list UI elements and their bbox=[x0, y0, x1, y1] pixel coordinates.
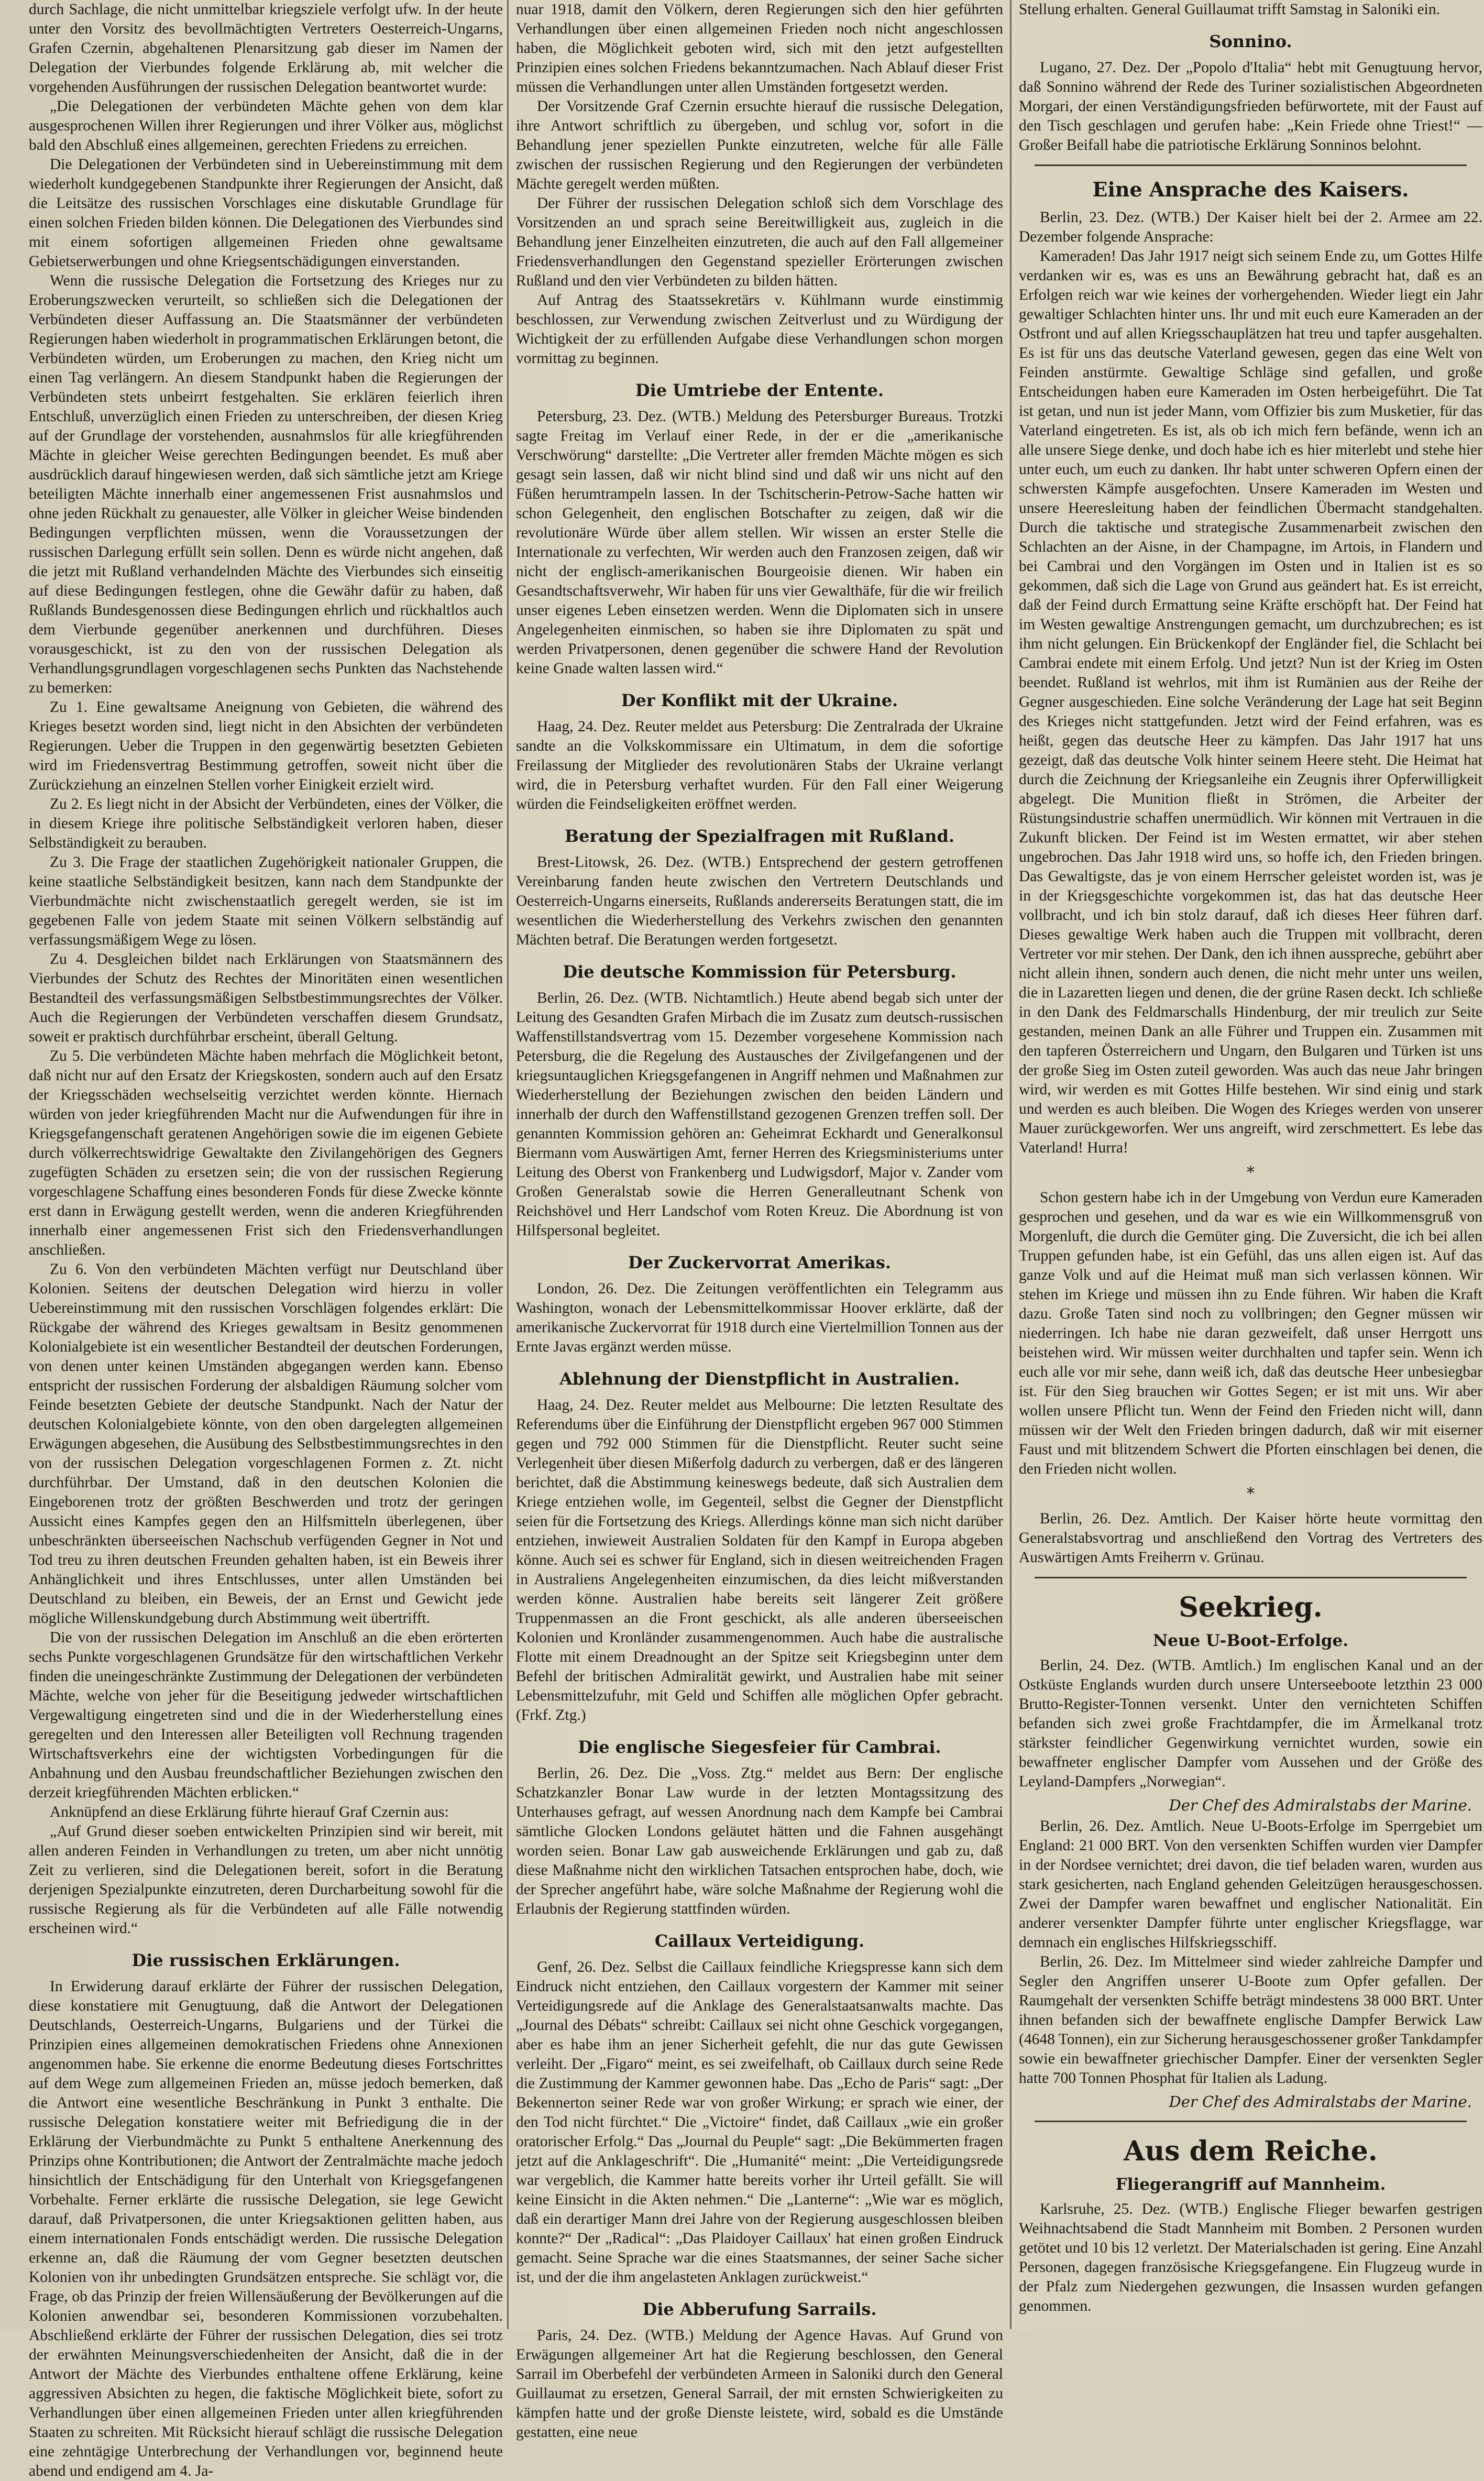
section-headline: Ablehnung der Dienstpflicht in Australien. bbox=[559, 1369, 960, 1389]
section-headline: Der Konflikt mit der Ukraine. bbox=[621, 690, 898, 710]
article-paragraph: Petersburg, 23. Dez. (WTB.) Meldung des Petersburger Bureaus. Trotzki sagte Freitag im Verlauf einer Rede, in der er die „amerikanische Verschwörung“ darstellte: „Die Vertreter aller fremden Mächte mögen es sich gesagt sein lassen, daß wir nicht blind sind und daß wir uns nicht auf den Füßen herumtrampeln lassen. In der Tschitscherin-Petrow-Sache hatten wir schon Gelegenheit, den englischen Botschafter zu zeigen, daß wir die revolutionäre Würde über allem stellen. Wir wissen an erster Stelle die Internationale zu verfechten, Wir werden auch den Franzosen zeigen, daß wir nicht der englisch-amerikanischen Bourgeoisie dienen. Wir haben ein Gesandtschaftsverwehr, Wir haben für uns vier Gewalthäfe, für die wir freilich unser eigenes Leben einsetzen werden. Wenn die Diplomaten sich in unsere Angelegenheiten einmischen, so haben sie ihre Diplomaten zu spät und werden Privatpersonen, denen gegenüber die schwere Hand der Revolution keine Gnade walten lassen wird.“ bbox=[516, 408, 1003, 677]
section-headline: Die Umtriebe der Entente. bbox=[635, 380, 884, 400]
article-paragraph: London, 26. Dez. Die Zeitungen veröffentlichten ein Telegramm aus Washington, wonach der Lebensmittelkommissar Hoover erklärte, daß der amerikanische Zuckervorrat für 1918 durch eine Viertelmillion Tonnen aus der Ernte Javas ergänzt werden müsse. bbox=[516, 1280, 1003, 1355]
section-headline: Caillaux Verteidigung. bbox=[654, 1931, 865, 1951]
article-paragraph: Zu 4. Desgleichen bildet nach Erklärungen von Staatsmännern des Vierbundes der Schutz des Rechtes der Minoritäten einen wesentlichen Bestandteil des verfassungsmäßigen Selbstbestimmungsrechtes der Völker. Auch die Regierungen der Verbündeten verschaffen diesem Grundsatz, soweit er praktisch durchführbar erscheint, überall Geltung. bbox=[29, 951, 503, 1045]
divider-line bbox=[1035, 2121, 1467, 2122]
column-2 bbox=[516, 0, 1003, 2441]
article-paragraph: Berlin, 26. Dez. Im Mittelmeer sind wieder zahlreiche Dampfer und Segler den Angriffen unserer U-Boote zum Opfer gefallen. Der Raumgehalt der versenkten Schiffe beträgt mindestens 38 000 BRT. Unter ihnen befanden sich der bewaffnete englische Dampfer Berwick Law (4648 Tonnen), ein zur Sicherung herausgeschossener großer Tankdampfer sowie ein bewaffneter griechischer Dampfer. Einer der versenkten Segler hatte 700 Tonnen Phosphat für Italien als Ladung. bbox=[1019, 1953, 1482, 2087]
article-paragraph: nuar 1918, damit den Völkern, deren Regierungen sich den hier geführten Verhandlungen über einen allgemeinen Frieden noch nicht angeschlossen haben, die Möglichkeit geboten wird, sich mit den jetzt aufgestellten Prinzipien eines solchen Friedens bekanntzumachen. Nach Ablauf dieser Frist müssen die Verhandlungen unter allen Umständen fortgesetzt werden. bbox=[516, 1, 1003, 95]
article-paragraph: Haag, 24. Dez. Reuter meldet aus Melbourne: Die letzten Resultate des Referendums über die Einführung der Dienstpflicht ergeben 967 000 Stimmen gegen und 792 000 Stimmen für die Dienstpflicht. Reuter sucht seine Verlegenheit über diesen Mißerfolg dadurch zu verbergen, daß er des längeren berichtet, daß die Abstimmung keineswegs bedeute, daß sich Australien dem Kriege entziehen wolle, im Gegenteil, selbst die Gegner der Dienstpflicht seien für die Fortsetzung des Kriegs. Allerdings könne man sich nicht darüber entziehen, inwieweit Australien Soldaten für den Kampf in Europa abgeben könne. Auch sei es schwer für England, sich in diesen weitreichenden Fragen in Australiens Angelegenheiten einzumischen, da dies leicht mißverstanden werden könne. Australien habe bereits seit längerer Zeit größere Truppenmassen an die Front geschickt, als alle anderen überseeischen Kolonien und Kronländer zusammengenommen. Auch habe die australische Flotte mit einem Dreadnought an der Spitze seit Kriegsbeginn unter dem Befehl der britischen Admiralität gewirkt, und Australien habe mit seiner Lebensmittelzufuhr, mit Geld und Schiffen alle möglichen Opfer gebracht. (Frkf. Ztg.) bbox=[516, 1397, 1003, 1723]
article-paragraph: durch Sachlage, die nicht unmittelbar kriegsziele verfolgt ufw. In der heute unter den Vorsitz des bevollmächtigten Vertreters Oesterreich-Ungarns, Grafen Czernin, abgehaltenen Plenarsitzung gab dieser im Namen der Delegation der Vierbundes folgende Erklärung ab, mit welcher die vorgehenden Ausführungen der russischen Delegation beantwortet wurde: bbox=[29, 1, 503, 95]
section-headline: Die englische Siegesfeier für Cambrai. bbox=[578, 1737, 941, 1757]
article-paragraph: Die Delegationen der Verbündeten sind in Uebereinstimmung mit dem wiederholt kundgegebenen Standpunkte ihrer Regierungen der Ansicht, daß die Leitsätze des russischen Vorschlages eine diskutable Grundlage für einen solchen Frieden bilden können. Die Delegationen des Vierbundes sind mit einem sofortigen allgemeinen Frieden ohne gewaltsame Gebietserwerbungen und ohne Kriegsentschädigungen einverstanden. bbox=[29, 156, 503, 270]
article-paragraph: Schon gestern habe ich in der Umgebung von Verdun eure Kameraden gesprochen und gesehen, und da war es wie ein Willkommensgruß von Morgenluft, die durch die Gemüter ging. Die Zuversicht, die ich bei allen Truppen gefunden habe, ist ein Gefühl, das uns allen eigen ist. Auf das ganze Volk und auf die Heimat muß man sich verlassen können. Wir stehen im Kriege und müssen ihn zu Ende führen. Wir haben die Kraft dazu. Große Taten sind noch zu vollbringen; den Gegner müssen wir niederringen. Ich habe nie daran gezweifelt, daß unser Herrgott uns beistehen wird. Wir müssen weiter durchhalten und tapfer sein. Wenn ich euch alle vor mir sehe, dann weiß ich, daß das deutsche Heer unbesiegbar ist. Für den Sieg brauchen wir Gottes Segen; er ist mit uns. Wir aber wollen unsere Pflicht tun. Wenn der Feind den Frieden nicht will, dann müssen wir der Welt den Frieden bringen dadurch, daß wir mit eiserner Faust und mit blitzendem Schwert die Pforten einschlagen bei denen, die den Frieden nicht wollen. bbox=[1019, 1189, 1482, 1477]
article-paragraph: Berlin, 26. Dez. Die „Voss. Ztg.“ meldet aus Bern: Der englische Schatzkanzler Bonar Law wurde in der letzten Montagssitzung des Unterhauses gefragt, auf wessen Anordnung nach dem Kampfe bei Cambrai sämtliche Glocken Londons geläutet hätten und die Fahnen ausgehängt worden seien. Bonar Law gab ausweichende Erklärungen und gab zu, daß diese Maßnahme nicht den wirklichen Tatsachen entsprochen habe, doch, wie der Sprecher angeführt habe, wäre solche Maßnahme der Regierung wohl die Erlaubnis der Regierung stattfinden würden. bbox=[516, 1765, 1003, 1917]
article-paragraph: Brest-Litowsk, 26. Dez. (WTB.) Entsprechend der gestern getroffenen Vereinbarung fanden heute zwischen den Vertretern Deutschlands und Oesterreich-Ungarns einerseits, Rußlands andererseits Beratungen statt, die im wesentlichen die Wiederherstellung des Verkehrs zwischen den genannten Mächten betraf. Die Beratungen werden fortgesetzt. bbox=[516, 854, 1003, 948]
article-paragraph: Karlsruhe, 25. Dez. (WTB.) Englische Flieger bewarfen gestrigen Weihnachtsabend die Stadt Mannheim mit Bomben. 2 Personen wurden getötet und 10 bis 12 verletzt. Der Materialschaden ist gering. Eine Anzahl Personen, dagegen französische Kriegsgefangene. Ein Flugzeug wurde in der Pfalz zum Niedergehen gezwungen, die Insassen wurden gefangen genommen. bbox=[1019, 2201, 1482, 2314]
article-paragraph: „Auf Grund dieser soeben entwickelten Prinzipien sind wir bereit, mit allen anderen Feinden in Verhandlungen zu treten, um aber nicht unnötig Zeit zu verlieren, sind die Delegationen bereit, sofort in die Beratung derjenigen Spezialpunkte einzutreten, deren Durcharbeitung sowohl für die russische Regierung als für die Verbündeten auf alle Fälle notwendig erscheinen wird.“ bbox=[29, 1823, 503, 1937]
section-headline: Der Zuckervorrat Amerikas. bbox=[628, 1253, 892, 1272]
article-paragraph: Berlin, 26. Dez. Amtlich. Neue U-Boots-Erfolge im Sperrgebiet um England: 21 000 BRT. Von den versenkten Schiffen wurden vier Dampfer in der Nordsee vernichtet; drei davon, die tief beladen waren, wurden aus stark gesicherten, nach England gehenden Geleitzügen herausgeschossen. Zwei der Dampfer waren bewaffnet und englischer Nationalität. Ein anderer versenkter Dampfer führte unter englischer Kriegsflagge, war demnach ein englisches Hilfskriegsschiff. bbox=[1019, 1818, 1482, 1951]
signature-line: Der Chef des Admiralstabs der Marine. bbox=[1169, 2093, 1472, 2111]
article-paragraph: Zu 6. Von den verbündeten Mächten verfügt nur Deutschland über Kolonien. Seitens der deutschen Delegation wird hierzu in voller Uebereinstimmung mit den russischen Vorschlägen folgendes erklärt: Die Rückgabe der während des Krieges gewaltsam in Besitz genommenen Kolonialgebiete ist ein wesentlicher Bestandteil der deutschen Forderungen, von denen unter keinen Umständen abgegangen werden kann. Ebenso entspricht der russischen Forderung der alsbaldigen Räumung solcher vom Feinde besetzten Gebiete der deutsche Standpunkt. Nach der Natur der deutschen Kolonialgebiete könnte, von den oben dargelegten allgemeinen Erwägungen abgesehen, die Ausübung des Selbstbestimmungsrechtes in den von der russischen Delegation vorgeschlagenen Formen z. Zt. nicht durchführbar. Der Umstand, daß in den deutschen Kolonien die Eingeborenen trotz der größten Beschwerden und trotz der geringen Aussicht eines Kampfes gegen den an Hilfsmitteln überlegenen, über unbeschränkten überseeischen Nachschub verfügenden Gegner in Not und Tod treu zu ihren deutschen Freunden gehalten haben, ist ein Beweis ihrer Anhänglichkeit und ihres Entschlusses, unter allen Umständen bei Deutschland zu bleiben, ein Beweis, der an Ernst und Gewicht jede mögliche Willenskundgebung durch Abstimmung weit übertrifft. bbox=[29, 1261, 503, 1627]
article-paragraph: Paris, 24. Dez. (WTB.) Meldung der Agence Havas. Auf Grund von Erwägungen allgemeiner Art hat die Regierung beschlossen, den General Sarrail im Oberbefehl der verbündeten Armeen in Saloniki durch den General Guillaumat zu ersetzen, General Sarrail, der mit ernsten Schwierigkeiten zu kämpfen hatte und der große Dienste leistete, wird, sobald es die Umstände gestatten, eine neue bbox=[516, 2327, 1003, 2441]
article-paragraph: Lugano, 27. Dez. Der „Popolo d'Italia“ hebt mit Genugtuung hervor, daß Sonnino während der Rede des Turiner sozialistischen Abgeordneten Morgari, der einen Verständigungsfrieden befürwortete, mit der Faust auf den Tisch geschlagen und gerufen habe: „Kein Friede ohne Triest!“ — Großer Beifall habe die patriotische Erklärung Sonninos belohnt. bbox=[1019, 59, 1482, 153]
section-headline: Aus dem Reiche. bbox=[1124, 2135, 1378, 2167]
article-paragraph: Auf Antrag des Staatssekretärs v. Kühlmann wurde einstimmig beschlossen, zur Verwendung zwischen Zeitverlust und zu Würdigung der Wichtigkeit der zu erfüllenden Aufgabe diese Verhandlungen schon morgen vormittag zu beginnen. bbox=[516, 292, 1003, 367]
article-paragraph: In Erwiderung darauf erklärte der Führer der russischen Delegation, diese konstatiere mit Genugtuung, daß die Antwort der Delegationen Deutschlands, Oesterreich-Ungarns, Bulgariens und der Türkei die Prinzipien eines allgemeinen demokratischen Friedens ohne Annexionen angenommen habe. Sie erkenne die enorme Bedeutung dieses Fortschrittes auf dem Wege zum allgemeinen Frieden an, müsse jedoch bemerken, daß die Antwort eine wesentliche Beschränkung in Punkt 3 enthalte. Die russische Delegation konstatiere weiter mit Befriedigung die in der Erklärung der Vierbundmächte zu Punkt 5 enthaltene Anerkennung des Prinzips ohne Kontributionen; die Antwort der Zentralmächte mache jedoch hinsichtlich der Entschädigung für den Unterhalt von Kriegsgefangenen Vorbehalte. Ferner erklärte die russische Delegation, sie lege Gewicht darauf, daß Privatpersonen, die unter Kriegsaktionen gelitten haben, aus einem internationalen Fonds entschädigt werden. Die russische Delegation erkenne an, daß die Räumung der vom Gegner besetzten deutschen Kolonien von ihr unbedingten Grundsätzen entspreche. Sie schlägt vor, die Frage, ob das Prinzip der freien Willensäußerung der Bevölkerungen auf die Kolonien anwendbar sei, besonderen Kommissionen vorzubehalten. Abschließend erklärte der Führer der russischen Delegation, dies sei trotz der erwähnten Meinungsverschiedenheiten der Ansicht, daß die in der Antwort der Mächte des Vierbundes enthaltene offene Erklärung, keine aggressiven Absichten zu hegen, die faktische Möglichkeit biete, sofort zu Verhandlungen über einen allgemeinen Frieden unter allen kriegführenden Staaten zu schreiten. Mit Rücksicht hierauf schlägt die russische Delegation eine zehntägige Unterbrechung der Verhandlungen vor, beginnend heute abend und endigend am 4. Ja- bbox=[29, 1978, 503, 2479]
article-paragraph: Berlin, 24. Dez. (WTB. Amtlich.) Im englischen Kanal und an der Ostküste Englands wurden durch unsere Unterseeboote letzthin 23 000 Brutto-Register-Tonnen versenkt. Unter den vernichteten Schiffen befanden sich zwei große Frachtdampfer, die im Ärmelkanal trotz stärkster feindlicher Gegenwirkung vernichtet wurden, sowie ein bewaffneter englischer Dampfer vom Aussehen und der Größe des Leyland-Dampfers „Norwegian“. bbox=[1019, 1657, 1482, 1790]
article-paragraph: „Die Delegationen der verbündeten Mächte gehen von dem klar ausgesprochenen Willen ihrer Regierungen und ihrer Völker aus, möglichst bald den Abschluß eines allgemeinen, gerechten Friedens zu erreichen. bbox=[29, 98, 503, 153]
article-paragraph: Der Führer der russischen Delegation schloß sich dem Vorschlage des Vorsitzenden an und sprach seine Bereitwilligkeit aus, zugleich in die Behandlung jener Einzelheiten einzutreten, die auch auf den Fall allgemeiner Friedensverhandlungen den Gegenstand spezieller Erörterungen zwischen Rußland und den vier Verbündeten zu bilden hätten. bbox=[516, 195, 1003, 289]
column-3 bbox=[1019, 0, 1482, 2329]
article-paragraph: Berlin, 23. Dez. (WTB.) Der Kaiser hielt bei der 2. Armee am 22. Dezember folgende Ansprache: bbox=[1019, 209, 1482, 245]
article-paragraph: Stellung erhalten. General Guillaumat trifft Samstag in Saloniki ein. bbox=[1019, 1, 1440, 18]
divider-line bbox=[1035, 1577, 1467, 1578]
divider-line bbox=[1035, 164, 1467, 166]
article-paragraph: Zu 5. Die verbündeten Mächte haben mehrfach die Möglichkeit betont, daß nicht nur auf den Ersatz der Kriegskosten, sondern auch auf den Ersatz der Kriegsschäden wechselseitig verzichtet werden könnte. Hiernach würden von jeder kriegführenden Macht nur die Aufwendungen für ihre in Kriegsgefangenschaft geratenen Angehörigen sowie die im eigenen Gebiete durch völkerrechtswidrige Gewaltakte den Zivilangehörigen des Gegners zugefügten Schäden zu ersetzen sein; die von der russischen Regierung vorgeschlagene Schaffung eines besonderen Fonds für diese Zwecke könnte erst dann in Erwägung gestellt werden, wenn die anderen Kriegführenden innerhalb einer angemessenen Frist sich den Friedensverhandlungen anschließen. bbox=[29, 1048, 503, 1258]
section-headline: Die Abberufung Sarrails. bbox=[642, 2299, 877, 2319]
article-paragraph: Zu 2. Es liegt nicht in der Absicht der Verbündeten, eines der Völker, die in diesem Kriege ihre politische Selbständigkeit verloren haben, dieser Selbständigkeit zu berauben. bbox=[29, 796, 503, 851]
article-paragraph: Anknüpfend an diese Erklärung führte hierauf Graf Czernin aus: bbox=[50, 1804, 449, 1820]
article-paragraph: Zu 1. Eine gewaltsame Aneignung von Gebieten, die während des Krieges besetzt worden sind, liegt nicht in den Absichten der verbündeten Regierungen. Ueber die Truppen in den gegenwärtig besetzten Gebieten wird im Friedensvertrag Bestimmung getroffen, soweit nicht über die Zurückziehung an einzelnen Stellen vorher Einigkeit erzielt wird. bbox=[29, 699, 503, 793]
article-paragraph: Kameraden! Das Jahr 1917 neigt sich seinem Ende zu, um Gottes Hilfe verdanken wir es, was es uns an Bewährung gebracht hat, daß es an Erfolgen reich war wie keines der vorhergehenden. Wieder liegt ein Jahr gewaltiger Schlachten hinter uns. Ihr und mit euch eure Kameraden an der Ostfront und auf allen Kriegsschauplätzen hat treu und tapfer ausgehalten. Es ist für uns das deutsche Vaterland gewesen, gegen das eine Welt von Feinden anstürmte. Gewaltige Schläge sind gefallen, und große Entscheidungen haben eure Kameraden im Osten herbeigeführt. Die Tat ist getan, und nun ist jeder Mann, vom Offizier bis zum Musketier, für das Vaterland eingetreten. Es ist, als ob ich mich fern befände, wenn ich an alle unsere Siege denke, und doch habe ich es hier miterlebt und stehe hier unter euch, um euch zu danken. Ihr habt unter schweren Opfern einen der schwersten Kämpfe ausgefochten. Unsere Kameraden im Westen und unsere Heeresleitung haben der feindlichen Übermacht standgehalten. Durch die taktische und strategische Zusammenarbeit zwischen den Schlachten an der Aisne, in der Champagne, im Artois, in Flandern und bei Cambrai und den Vorgängen im Osten und in Italien ist es so gekommen, daß sich die Lage von Grund aus geändert hat. Es ist erreicht, daß der Feind durch Ermattung seine Kräfte erschöpft hat. Der Feind hat im Westen gewaltige Anstrengungen gemacht, um durchzubrechen; es ist ihm nicht gelungen. Ein Brückenkopf der Engländer fiel, die Schlacht bei Cambrai endete mit einem Erfolg. Und jetzt? Nun ist der Krieg im Osten beendet. Rußland ist wehrlos, mit ihm ist Rumänien aus der Reihe der Gegner ausgeschieden. Eine solche Veränderung der Lage hat seit Beginn des Krieges nicht stattgefunden. Jetzt wird der Feind erfahren, was es heißt, gegen das deutsche Heer zu kämpfen. Das Jahr 1917 hat uns gezeigt, daß das deutsche Volk hinter seinem Heere steht. Die Heimat hat durch die Zeichnung der Kriegsanleihe ein Zeugnis ihrer Opferwilligkeit abgelegt. Die Munition fließt in Strömen, die Arbeiter der Rüstungsindustrie schaffen unermüdlich. Wir können mit Vertrauen in die Zukunft blicken. Der Feind ist im Westen ermattet, wir aber stehen ungebrochen. Das Jahr 1918 wird uns, so hoffe ich, den Frieden bringen. Das Gewaltigste, das je von einem Herrscher geleistet worden ist, was je in der Kriegsgeschichte vorgekommen ist, das hat das deutsche Heer vollbracht, und ich bin stolz darauf, daß ich dieses Heer führen darf. Dieses gewaltige Werk haben auch die Truppen mit vollbracht, deren Vertreter vor mir stehen. Der Dank, den ich ihnen ausspreche, gebührt aber nicht allein ihnen, sondern auch denen, die nicht mehr unter uns weilen, die in Lazaretten liegen und denen, die der grüne Rasen deckt. Ich schließe in den Dank des Feldmarschalls Hindenburg, der mir treulich zur Seite gestanden, meinen Dank an alle Führer und Truppen ein. Zusammen mit den tapferen Österreichern und Ungarn, den Bulgaren und Türken ist uns der große Sieg im Osten zuteil geworden. Was auch das neue Jahr bringen wird, wir werden es mit Gottes Hilfe bestehen. Wir sind einig und stark und werden es auch bleiben. Die Wogen des Krieges werden von unserer Mauer zurückgeworfen. Wer uns angreift, wird zerschmettert. Es lebe das Vaterland! Hurra! bbox=[1019, 248, 1482, 1156]
article-paragraph: Wenn die russische Delegation die Fortsetzung des Krieges nur zu Eroberungszwecken verurteilt, so schließen sich die Delegationen der Verbündeten dieser Auffassung an. Die Staatsmänner der verbündeten Regierungen haben wiederholt in programmatischen Erklärungen betont, die Verbündeten würden, um Eroberungen zu machen, den Krieg nicht um einen Tag verlängern. An diesem Standpunkt haben die Regierungen der Verbündeten stets unbeirrt festgehalten. Sie erklären feierlich ihren Entschluß, unverzüglich einen Frieden zu unterschreiben, der diesen Krieg auf der Grundlage der vorstehenden, ausnahmslos für alle kriegführenden Mächte in gleicher Weise gerechten Bedingungen beendet. Es muß aber ausdrücklich darauf hingewiesen werden, daß sich sämtliche jetzt am Kriege beteiligten Mächte innerhalb einer angemessenen Frist ausnahmslos und ohne jeden Rückhalt zu genauester, alle Völker in gleicher Weise bindenden Bedingungen verpflichten müssen, wenn die Voraussetzungen der russischen Darlegung erfüllt sein sollen. Denn es würde nicht angehen, daß die jetzt mit Rußland verhandelnden Mächte des Vierbundes sich einseitig auf diese Bedingungen festlegen, ohne die Gewähr dafür zu haben, daß Rußlands Bundesgenossen diese Bedingungen ehrlich und rückhaltlos auch dem Vierbunde gegenüber anerkennen und durchführen. Dieses vorausgeschickt, ist zu den von der russischen Delegation als Verhandlungsgrundlagen vorgeschlagenen sechs Punkten das Nachstehende zu bemerken: bbox=[29, 272, 503, 696]
section-headline: Beratung der Spezialfragen mit Rußland. bbox=[565, 826, 954, 846]
column-1 bbox=[29, 0, 503, 2479]
article-paragraph: Zu 3. Die Frage der staatlichen Zugehörigkeit nationaler Gruppen, die keine staatliche Selbständigkeit besitzen, kann nach dem Standpunkte der Vierbundmächte nicht zwischenstaatlich geregelt werden, sie ist im gegebenen Falle von jedem Staate mit seinen Völkern selbständig auf verfassungsmäßigem Wege zu lösen. bbox=[29, 854, 503, 948]
column-divider bbox=[1010, 0, 1012, 2329]
article-paragraph: Die von der russischen Delegation im Anschluß an die eben erörterten sechs Punkte vorgeschlagenen Grundsätze für den wirtschaftlichen Verkehr finden die uneingeschränkte Zustimmung der Delegationen der verbündeten Mächte, welche von jeher für die Beseitigung jedweder wirtschaftlichen Vergewaltigung eingetreten sind und die in der Wiederherstellung eines geregelten und den Interessen aller Beteiligten voll Rechnung tragenden Wirtschaftsverkehrs eine der wichtigsten Vorbedingungen für die Anbahnung und den Ausbau freundschaftlicher Beziehungen zwischen den derzeit kriegführenden Mächten erblicken.“ bbox=[29, 1629, 503, 1801]
article-paragraph: Berlin, 26. Dez. (WTB. Nichtamtlich.) Heute abend begab sich unter der Leitung des Gesandten Grafen Mirbach die im Zusatz zum deutsch-russischen Waffenstillstandsvertrag vom 15. Dezember vorgesehene Kommission nach Petersburg, die die Regelung des Austausches der Zivilgefangenen und der kriegsuntauglichen Kriegsgefangenen in Angriff nehmen und Maßnahmen zur Wiederherstellung der Beziehungen zwischen den beiden Ländern und innerhalb der durch den Waffenstillstand gezogenen Grenzen treffen soll. Der genannten Kommission gehören an: Geheimrat Eckhardt und Generalkonsul Biermann vom Auswärtigen Amt, ferner Herren des Kriegsministeriums unter Leitung des Oberst von Frankenberg und Ludwigsdorf, Major v. Zander vom Großen Generalstab sowie die Herren Generalleutnant Schenk von Reichshövel und Herr Landschof vom Roten Kreuz. Die Abordnung ist von Hilfspersonal begleitet. bbox=[516, 990, 1003, 1239]
section-headline: Die russischen Erklärungen. bbox=[131, 1950, 400, 1970]
section-headline: Sonnino. bbox=[1209, 31, 1292, 51]
article-paragraph: Haag, 24. Dez. Reuter meldet aus Petersburg: Die Zentralrada der Ukraine sandte an die Volkskommissare ein Ultimatum, in dem die sofortige Freilassung der Mitglieder des revolutionären Stabs der Ukraine verlangt wird, die in Petersburg verhaftet wurden. Für den Fall einer Weigerung würden die Feindseligkeiten eröffnet werden. bbox=[516, 718, 1003, 813]
column-divider bbox=[507, 0, 509, 2329]
signature-line: Der Chef des Admiralstabs der Marine. bbox=[1169, 1796, 1472, 1814]
section-subheadline: Neue U-Boot-Erfolge. bbox=[1152, 1631, 1349, 1650]
section-headline: Seekrieg. bbox=[1179, 1591, 1323, 1623]
section-subheadline: Fliegerangriff auf Mannheim. bbox=[1115, 2175, 1386, 2194]
article-paragraph: Berlin, 26. Dez. Amtlich. Der Kaiser hörte heute vormittag den Generalstabsvortrag und anschließend den Vortrag des Vertreters des Auswärtigen Amts Freiherrn v. Grünau. bbox=[1019, 1510, 1482, 1566]
star-separator: * bbox=[1247, 1163, 1255, 1182]
section-headline: Eine Ansprache des Kaisers. bbox=[1092, 178, 1409, 201]
article-paragraph: Der Vorsitzende Graf Czernin ersuchte hierauf die russische Delegation, ihre Antwort schriftlich zu übergeben, und schlug vor, sofort in die Behandlung jener speziellen Punkte einzutreten, welche für alle Fälle zwischen der russischen Regierung und den Regierungen der verbündeten Mächte geregelt werden müßten. bbox=[516, 98, 1003, 192]
star-separator: * bbox=[1247, 1485, 1255, 1503]
article-paragraph: Genf, 26. Dez. Selbst die Caillaux feindliche Kriegspresse kann sich dem Eindruck nicht entziehen, den Caillaux vorgestern der Kammer mit seiner Verteidigungsrede auf die Anklage des Generalstaatsanwalts machte. Das „Journal des Débats“ schreibt: Caillaux sei nicht ohne Geschick vorgegangen, aber es habe ihm an jener Sicherheit gefehlt, die nur das gute Gewissen verleiht. Der „Figaro“ meint, es sei zweifelhaft, ob Caillaux durch seine Rede die Zustimmung der Kammer gewonnen habe. Das „Echo de Paris“ sagt: „Der Bekennerton seiner Rede war von großer Wirkung; er sprach wie einer, der den Tod nicht fürchtet.“ Die „Victoire“ findet, daß Caillaux „wie ein großer oratorischer Erfolg.“ Das „Journal du Peuple“ sagt: „Die Bekümmerten fragen jetzt auf die Anklageschrift“. Die „Humanité“ meint: „Die Verteidigungsrede war vergeblich, die Kammer hatte bereits vorher ihr Urteil gefällt. Sie will keine Einsicht in die Akten nehmen.“ Die „Lanterne“: „Wie war es möglich, daß ein derartiger Mann drei Jahre von der Regierung ausgeschlossen bleiben konnte?“ Der „Radical“: „Das Plaidoyer Caillaux' hat einen großen Eindruck gemacht. Seine Sprache war die eines Staatsmannes, der seiner Sache sicher ist, und der die ihm angelasteten Anklagen zurückweist.“ bbox=[516, 1959, 1003, 2286]
section-headline: Die deutsche Kommission für Petersburg. bbox=[563, 962, 957, 982]
